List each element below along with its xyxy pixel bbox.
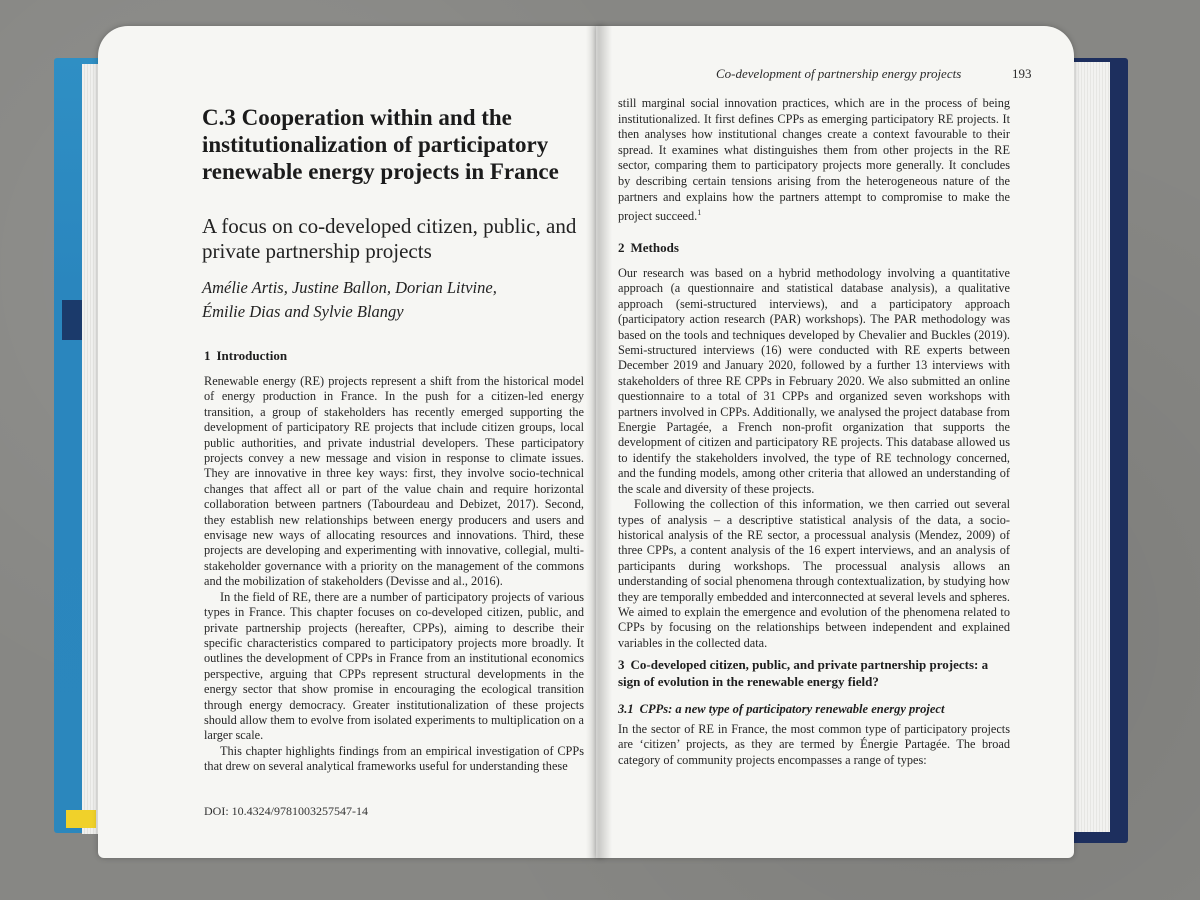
methods-body <box>618 266 1010 651</box>
paragraph: This chapter highlights findings from an empirical investigation of CPPs that drew on several analytical frameworks useful for understanding these <box>204 743 584 774</box>
chapter-title: C.3 Cooperation within and the institutionalization of participatory renewable energy projects in France <box>202 105 559 184</box>
continuation-text: still marginal social innovation practices, which are in the process of being institutionalized. It first defines CPPs as emerging participatory RE projects. It then analyses how institutional changes create a context favourable to their spread. It examines what distinguishes them from other projects in the RE sector, comparing them to participatory projects more generally. It concludes by describing certain tensions arising from the heterogeneous nature of the partners and explains how the partners attempt to compromise to make the project succeed. <box>618 96 1010 224</box>
footnote-marker: 1 <box>697 208 702 218</box>
right-page <box>596 26 1074 858</box>
paragraph: Our research was based on a hybrid methodology involving a quantitative approach (a questionnaire and statistical database analysis), a qualitative approach (semi-structured interviews), and a participatory approach (participatory action research (PAR) workshops). The PAR methodology was based on the tools and techniques developed by Chevalier and Buckles (2019). Semi-structured interviews (16) were conducted with RE experts between December 2019 and January 2020, followed by a further 13 interviews with stakeholders of three RE CPPs in February 2020. We also submitted an online questionnaire to a total of 31 CPPs and organized seven workshops with partners involved in CPPs. Additionally, we analysed the project database from Energie Partagée, a French non-profit organization that supports the development of citizen and participatory RE projects. This database allowed us to identify the stakeholders involved, the type of RE technology concerned, and the funding models, among other criteria that allowed an understanding of the scale and diversity of these projects. <box>618 266 1010 496</box>
paragraph: In the field of RE, there are a number of participatory projects of various types in France. This chapter focuses on co-developed citizen, public, and private partnership projects (hereafter, CPPs), aiming to describe their specific characteristics compared to participatory projects more broadly. It outlines the development of CPPs in France from an institutional economics perspective, arguing that CPPs represent structural developments in the energy sector that show promise in encouraging the ecological transition through energy democracy. Greater institutionalization of these projects should allow them to evolve from isolated experiments to multiplication on a larger scale. <box>204 589 584 743</box>
bookmark-ribbon <box>66 810 96 828</box>
section-heading-methods <box>618 240 679 256</box>
subsection-number: 3.1 <box>618 702 634 716</box>
doi-footer: DOI: 10.4324/9781003257547-14 <box>204 804 368 818</box>
subsection-heading-3-1 <box>618 702 944 717</box>
continuation-paragraph <box>618 96 1010 225</box>
section-number: 3 <box>618 657 625 672</box>
authors-line-2: Émilie Dias and Sylvie Blangy <box>202 302 404 321</box>
book-gutter <box>586 26 612 858</box>
page-number: 193 <box>1012 66 1032 81</box>
subsection-title: CPPs: a new type of participatory renewable energy project <box>639 702 945 716</box>
subsection-body: In the sector of RE in France, the most common type of participatory projects are ‘citizen’ projects, as they are termed by Énergie Partagée. The broad category of community projects encompasses a range of types: <box>618 722 1010 767</box>
chapter-authors <box>202 276 582 324</box>
introduction-body <box>204 374 584 775</box>
left-page <box>98 26 604 858</box>
section-number: 2 <box>618 240 625 255</box>
section-heading-introduction <box>204 348 287 364</box>
running-header: Co-development of partnership energy projects <box>716 66 962 81</box>
section-heading-3 <box>618 656 998 690</box>
chapter-subtitle: A focus on co-developed citizen, public, and private partnership projects <box>202 214 577 263</box>
section-title: Co-developed citizen, public, and private partnership projects: a sign of evolution in the renewable energy field? <box>618 657 989 689</box>
paragraph: Renewable energy (RE) projects represent a shift from the historical model of energy production in France. In the push for a citizen-led energy transition, a group of stakeholders has recently emerged supporting the development of participatory RE projects that include citizen groups, local public authorities, and private industrial developers. These participatory projects convey a new message and vision in response to climate issues. They are innovative in three key ways: first, they involve socio-technical changes that affect all or part of the value chain and require horizontal collaboration between partners (Tabourdeau and Debizet, 2017). Second, they establish new relationships between energy producers and users and envisage new ways of allocating resources and innovations. Third, these projects are developing and experimenting with innovative, collegial, multi-stakeholder governance with a priority on the management of the commons and the mobilization of stakeholders (Devisse and al., 2016). <box>204 374 584 589</box>
section-title: Introduction <box>216 348 288 363</box>
authors-line-1: Amélie Artis, Justine Ballon, Dorian Litvine, <box>202 278 497 297</box>
paragraph: Following the collection of this information, we then carried out several types of analysis – a descriptive statistical analysis of the data, a socio-historical analysis of the RE sector, a processual analysis (Mendez, 2009) of three CPPs, a content analysis of the 16 expert interviews, and an analysis of participants during workshops. The processual analysis allows an understanding of social phenomena through contextualization, by studying how they are temporally embedded and interconnected at several levels and spheres. We aimed to explain the emergence and evolution of the phenomena related to CPPs by focusing on the relationships between independent and explained variables in the collected data. <box>618 497 1010 650</box>
section-title: Methods <box>630 240 679 255</box>
section-number: 1 <box>204 348 211 363</box>
